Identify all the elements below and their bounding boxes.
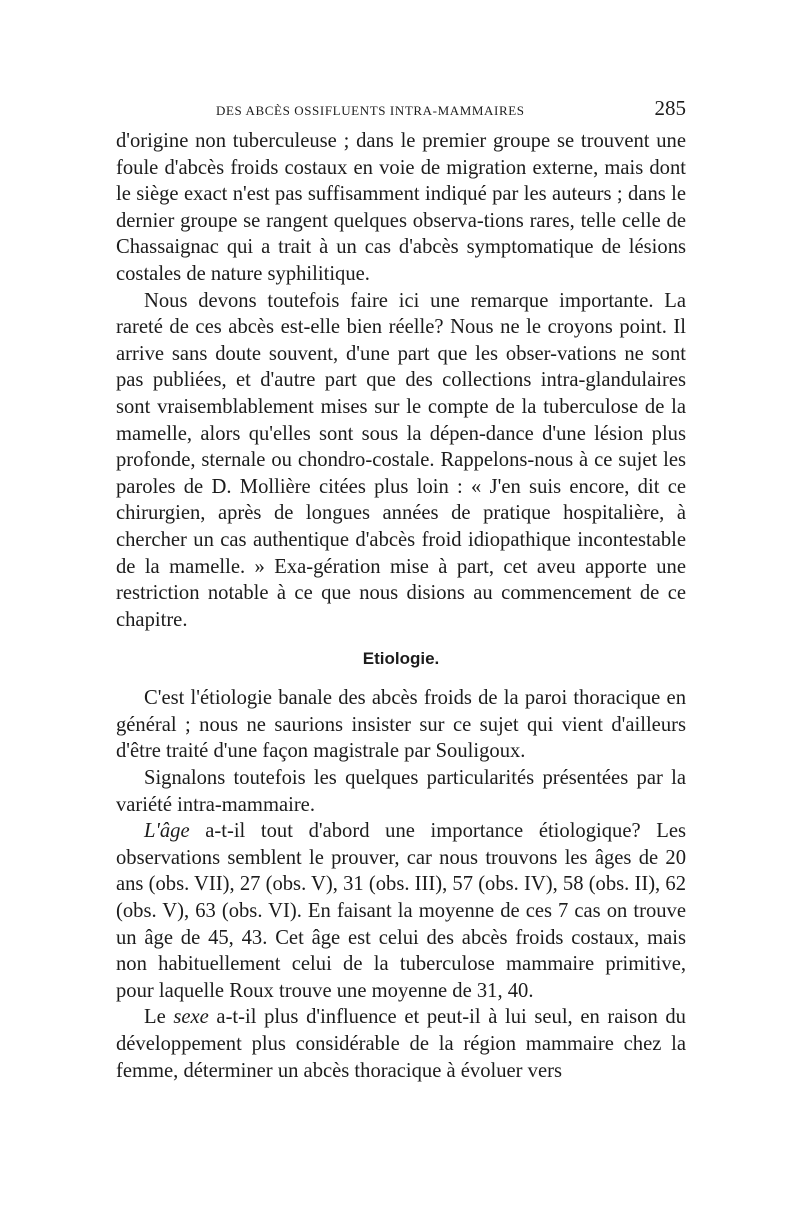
paragraph-1: d'origine non tuberculeuse ; dans le premier groupe se trouvent une foule d'abcès froids costaux en voie de migration externe, mais dont le siège exact n'est pas suffisamment indiqué par les auteurs ; dans le dernier groupe se rangent quelques observa-tions rares, telle celle de Chassaignac qui a trait à un cas d'abcès symptomatique de lésions costales de nature syphilitique.	[116, 130, 686, 285]
section-heading-etiologie: Etiologie.	[362, 649, 440, 669]
paragraph-6-lead: Le	[144, 1006, 174, 1029]
book-page	[116, 96, 686, 1084]
running-title: DES ABCÈS OSSIFLUENTS INTRA-MAMMAIRES	[216, 103, 525, 118]
page-number: 285	[654, 96, 686, 120]
paragraph-6	[116, 1004, 686, 1084]
paragraph-3: C'est l'étiologie banale des abcès froids de la paroi thoracique en général ; nous ne saurions insister sur ce sujet qui vient d'ailleurs d'être traité d'une façon magistrale par Souligoux.	[116, 687, 686, 763]
running-header	[116, 96, 686, 124]
paragraph-5-text: a-t-il tout d'abord une importance étiologique? Les observations semblent le prouver, car nous trouvons les âges de 20 ans (obs. VII), 27 (obs. V), 31 (obs. III), 57 (obs. IV), 58 (obs. II), 62 (obs. V), 63 (obs. VI). En faisant la moyenne de ces 7 cas on trouve un âge de 45, 43. Cet âge est celui des abcès froids costaux, mais non habituellement celui de la tuberculose mammaire primitive, pour laquelle Roux trouve une moyenne de 31, 40.	[116, 820, 686, 1002]
paragraph-2: Nous devons toutefois faire ici une remarque importante. La rareté de ces abcès est-elle bien réelle? Nous ne le croyons point. Il arrive sans doute souvent, d'une part que les obser-vations ne sont pas publiées, et d'autre part que des collections intra-glandulaires sont vraisemblablement mises sur le compte de la tuberculose de la mamelle, alors qu'elles sont sous la dépen-dance d'une lésion plus profonde, sternale ou chondro-costale. Rappelons-nous à ce sujet les paroles de D. Mollière citées plus loin : « J'en suis encore, dit ce chirurgien, après de longues années de pratique hospitalière, à chercher un cas authentique d'abcès froid idiopathique incontestable de la mamelle. » Exa-gération mise à part, cet aveu apporte une restriction notable à ce que nous disions au commencement de ce chapitre.	[116, 289, 686, 631]
term-age: L'âge	[144, 820, 190, 843]
paragraph-4: Signalons toutefois les quelques particularités présentées par la variété intra-mammaire.	[116, 767, 686, 816]
term-sexe: sexe	[173, 1006, 209, 1029]
paragraph-5	[116, 818, 686, 1004]
paragraph-6-text: a-t-il plus d'influence et peut-il à lui seul, en raison du développement plus considérable de la région mammaire chez la femme, déterminer un abcès thoracique à évoluer vers	[116, 1006, 686, 1082]
